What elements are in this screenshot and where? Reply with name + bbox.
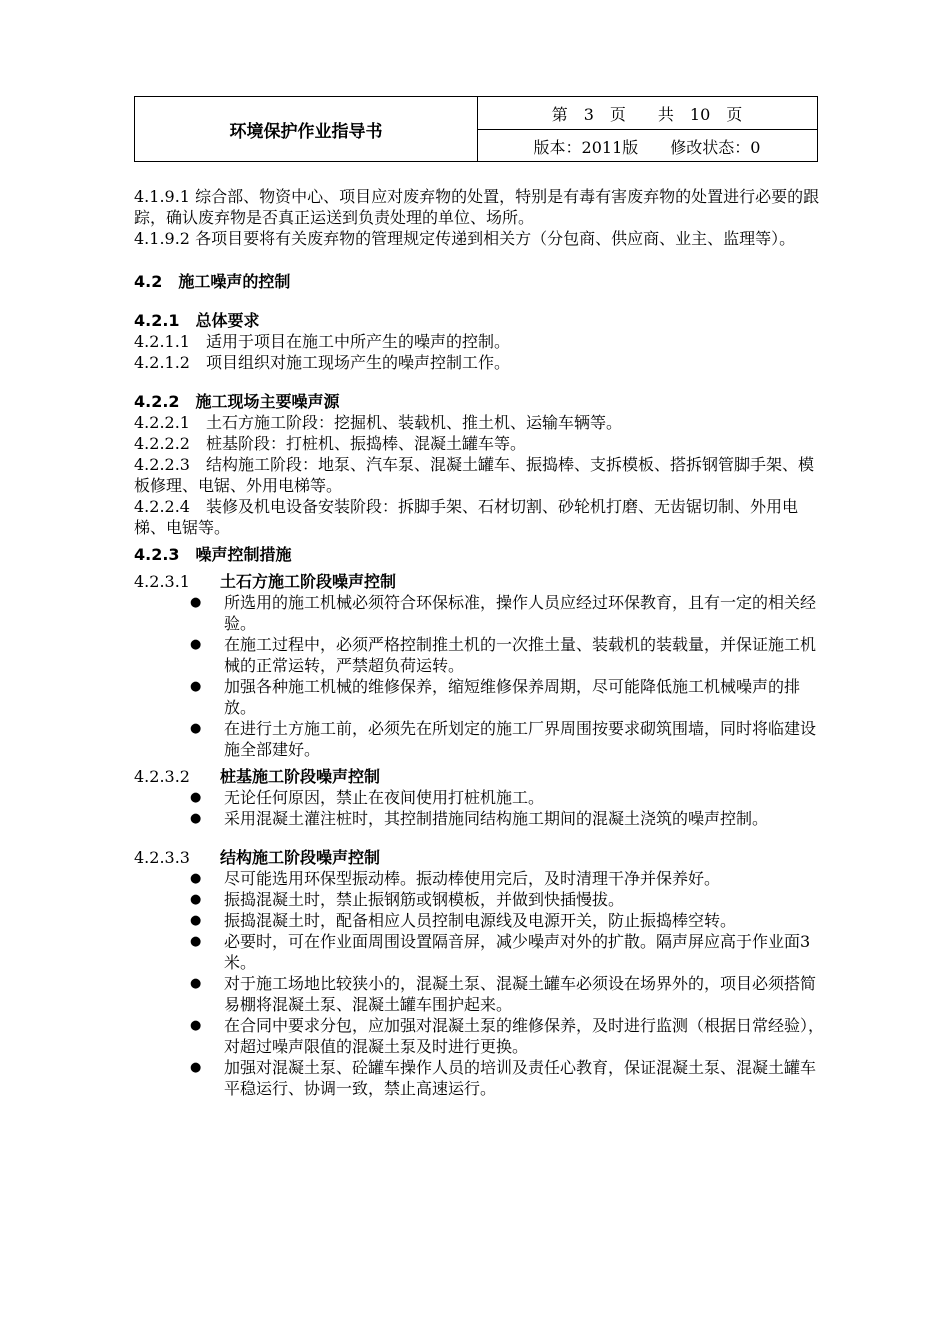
paragraph-4-2-2-4: 4.2.2.4 装修及机电设备安装阶段：拆脚手架、石材切割、砂轮机打磨、无齿锯切制、外用电梯、电锯等。 [134,497,798,537]
subsection-heading-4-2-3-1 [134,571,824,592]
version-info: 版本：2011版 修改状态：0 [533,137,761,157]
bullet-icon: ● [190,790,202,805]
subsection-number: 4.2.3.3 [134,848,190,867]
subsection-heading-4-2-3-3 [134,847,824,868]
subsection-number: 4.2.3.1 [134,572,190,591]
bullet-icon: ● [190,811,202,826]
list-item: ● 无论任何原因，禁止在夜间使用打桩机施工。 [190,788,545,807]
paragraph-4-2-1-1: 4.2.1.1 适用于项目在施工中所产生的噪声的控制。 [134,332,510,351]
paragraph-4-1-9-1: 4.1.9.1 综合部、物资中心、项目应对废弃物的处置，特别是有毒有害废弃物的处置进行必要的跟踪，确认废弃物是否真正运送到负责处理的单位、场所。 [134,187,820,227]
document-title: 环境保护作业指导书 [229,121,383,142]
list-item: ● 在进行土方施工前，必须先在所划定的施工厂界周围按要求砌筑围墙，同时将临建设施全部建好。 [190,719,817,759]
list-item: ● 所选用的施工机械必须符合环保标准，操作人员应经过环保教育，且有一定的相关经验。 [190,593,817,633]
bullet-icon: ● [190,679,202,694]
paragraph-4-2-2-1: 4.2.2.1 土石方施工阶段：挖掘机、装载机、推土机、运输车辆等。 [134,413,622,432]
bullet-icon: ● [190,595,202,610]
list-item: ● 必要时，可在作业面周围设置隔音屏，减少噪声对外的扩散。隔声屏应高于作业面3米。 [190,932,811,972]
bullet-icon: ● [190,637,202,652]
bullet-icon: ● [190,913,202,928]
subsection-heading-4-2-3-2 [134,766,824,787]
paragraph-4-2-2-2: 4.2.2.2 桩基阶段：打桩机、振捣棒、混凝土罐车等。 [134,434,526,453]
list-item: ● 加强各种施工机械的维修保养，缩短维修保养周期，尽可能降低施工机械噪声的排放。 [190,677,801,717]
list-item: ● 采用混凝土灌注桩时，其控制措施同结构施工期间的混凝土浇筑的噪声控制。 [190,809,769,828]
bullet-icon: ● [190,1018,202,1033]
list-item: ● 振捣混凝土时，禁止振钢筋或钢模板，并做到快插慢拔。 [190,890,625,909]
list-item: ● 在合同中要求分包，应加强对混凝土泵的维修保养，及时进行监测（根据日常经验），对超过噪声限值的混凝土泵及时进行更换。 [190,1016,825,1056]
subsection-title: 结构施工阶段噪声控制 [220,848,381,867]
bullet-icon: ● [190,934,202,949]
document-body [134,186,824,1099]
document-header-table [134,96,818,162]
bullet-icon: ● [190,892,202,907]
section-heading-4-2-1: 4.2.1 总体要求 [134,311,260,330]
list-item: ● 对于施工场地比较狭小的，混凝土泵、混凝土罐车必须设在场界外的，项目必须搭简易棚将混凝土泵、混凝土罐车围护起来。 [190,974,817,1014]
bullet-icon: ● [190,976,202,991]
bullet-icon: ● [190,871,202,886]
bullet-icon: ● [190,721,202,736]
section-heading-4-2-2: 4.2.2 施工现场主要噪声源 [134,392,340,411]
paragraph-4-2-2-3: 4.2.2.3 结构施工阶段：地泵、汽车泵、混凝土罐车、振捣棒、支拆模板、搭拆钢管脚手架、模板修理、电锯、外用电梯等。 [134,455,814,495]
list-item: ● 尽可能选用环保型振动棒。振动棒使用完后，及时清理干净并保养好。 [190,869,721,888]
page-info: 第 3 页 共 10 页 [551,104,743,124]
section-heading-4-2: 4.2 施工噪声的控制 [134,272,291,291]
bullet-icon: ● [190,1060,202,1075]
list-item: ● 振捣混凝土时，配备相应人员控制电源线及电源开关，防止振捣棒空转。 [190,911,737,930]
subsection-title: 桩基施工阶段噪声控制 [220,767,381,786]
subsection-title: 土石方施工阶段噪声控制 [220,572,397,591]
section-heading-4-2-3: 4.2.3 噪声控制措施 [134,545,292,564]
paragraph-4-2-1-2: 4.2.1.2 项目组织对施工现场产生的噪声控制工作。 [134,353,510,372]
list-item: ● 加强对混凝土泵、砼罐车操作人员的培训及责任心教育，保证混凝土泵、混凝土罐车平稳运行、协调一致，禁止高速运行。 [190,1058,817,1098]
paragraph-4-1-9-2: 4.1.9.2 各项目要将有关废弃物的管理规定传递到相关方（分包商、供应商、业主、监理等）。 [134,229,796,248]
list-item: ● 在施工过程中，必须严格控制推土机的一次推土量、装载机的装载量，并保证施工机械的正常运转，严禁超负荷运转。 [190,635,817,675]
subsection-number: 4.2.3.2 [134,767,190,786]
